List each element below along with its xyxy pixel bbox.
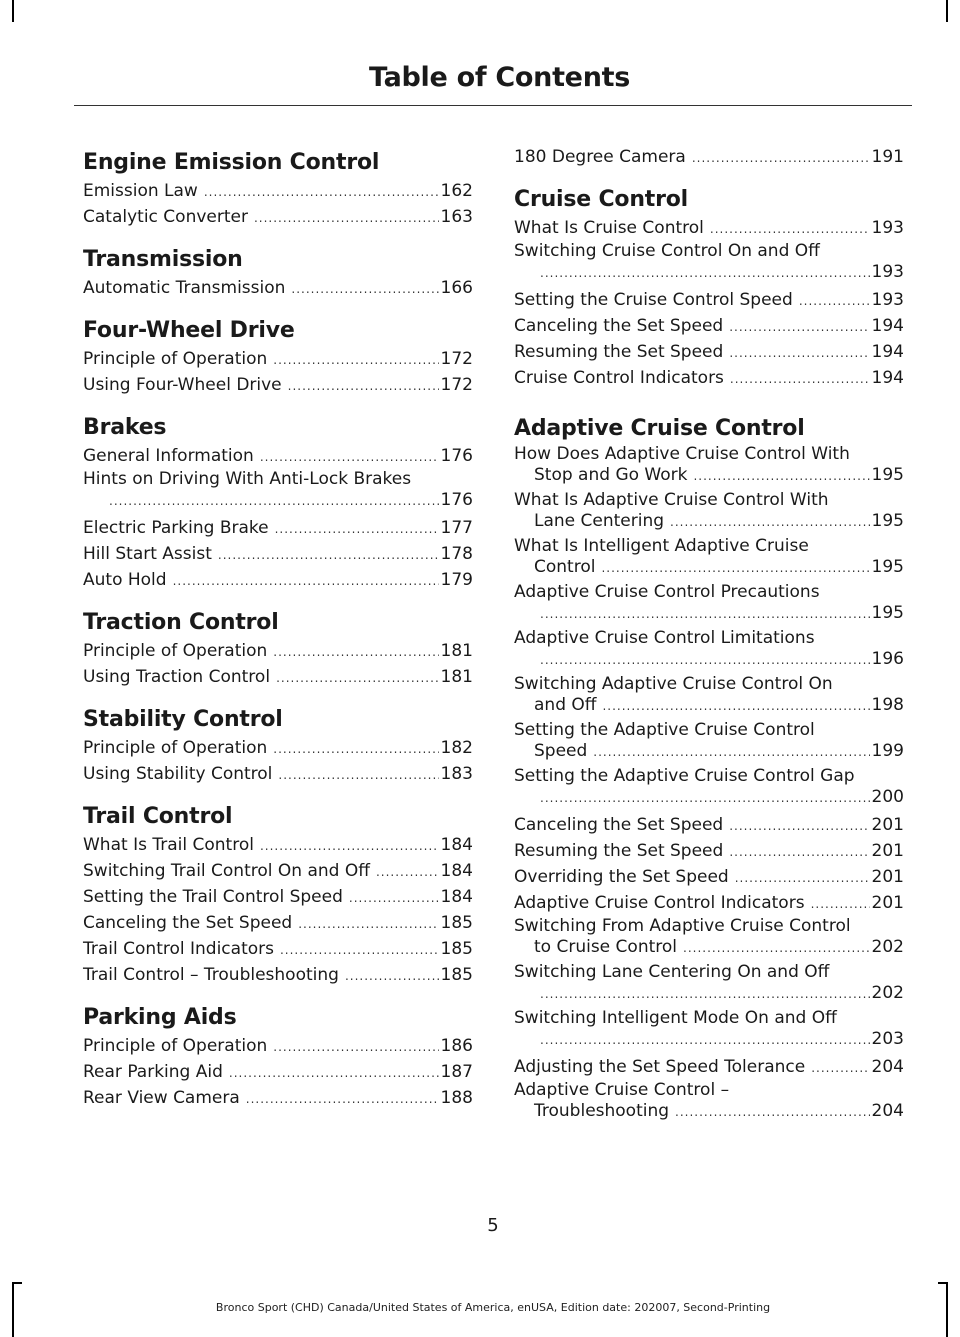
entry-continuation bbox=[514, 511, 904, 536]
entry-page-number: 201 bbox=[871, 841, 904, 861]
toc-entry-link[interactable] bbox=[83, 735, 473, 761]
dot-leader bbox=[670, 512, 870, 532]
entry-title: Adaptive Cruise Control – bbox=[514, 1080, 730, 1100]
toc-entry-link[interactable] bbox=[514, 444, 904, 490]
entry-title: Switching Intelligent Mode On and Off bbox=[514, 1008, 837, 1028]
toc-entry-link[interactable] bbox=[514, 339, 904, 365]
entry-title: Using Stability Control bbox=[83, 764, 273, 784]
toc-entry-link[interactable] bbox=[83, 1059, 473, 1085]
entry-continuation bbox=[514, 1029, 904, 1054]
entry-title: Canceling the Set Speed bbox=[83, 913, 293, 933]
entry-title: Setting the Trail Control Speed bbox=[83, 887, 343, 907]
entry-continuation bbox=[514, 1101, 904, 1126]
title-divider bbox=[74, 105, 912, 106]
entry-page-number: 201 bbox=[871, 867, 904, 887]
footer-edition-info: Bronco Sport (CHD) Canada/United States of America, enUSA, Edition date: 202007, Second-Printing bbox=[215, 1301, 771, 1314]
dot-leader bbox=[593, 742, 869, 762]
dot-leader bbox=[540, 1030, 870, 1050]
dot-leader bbox=[273, 1034, 438, 1060]
entry-page-number: 179 bbox=[440, 570, 473, 590]
toc-entry-link[interactable] bbox=[83, 541, 473, 567]
entry-continuation bbox=[83, 490, 473, 515]
entry-page-number: 203 bbox=[871, 1029, 904, 1049]
entry-continuation bbox=[514, 262, 904, 287]
dot-leader bbox=[811, 1055, 869, 1081]
dot-leader bbox=[275, 516, 439, 542]
entry-page-number: 184 bbox=[440, 887, 473, 907]
entry-page-number: 202 bbox=[871, 937, 904, 957]
entry-page-number: 195 bbox=[871, 603, 904, 623]
toc-entry-link[interactable] bbox=[83, 962, 473, 988]
entry-title: Switching Cruise Control On and Off bbox=[514, 241, 820, 261]
section-heading: Parking Aids bbox=[83, 1005, 237, 1030]
entry-title: Automatic Transmission bbox=[83, 278, 286, 298]
entry-page-number: 182 bbox=[440, 738, 473, 758]
entry-title: Using Traction Control bbox=[83, 667, 271, 687]
toc-entry-link[interactable] bbox=[514, 241, 904, 287]
section-heading: Trail Control bbox=[83, 804, 233, 829]
dot-leader bbox=[540, 788, 870, 808]
dot-leader bbox=[273, 347, 438, 373]
entry-title: What Is Cruise Control bbox=[514, 218, 704, 238]
toc-entry-link[interactable] bbox=[514, 536, 904, 582]
entry-page-number: 193 bbox=[871, 290, 904, 310]
section-heading: Transmission bbox=[83, 247, 243, 272]
entry-page-number: 184 bbox=[440, 835, 473, 855]
entry-title: What Is Trail Control bbox=[83, 835, 254, 855]
toc-entry-link[interactable] bbox=[83, 469, 473, 515]
dot-leader bbox=[345, 963, 439, 989]
entry-page-number: 195 bbox=[871, 511, 904, 531]
entry-page-number: 195 bbox=[871, 465, 904, 485]
dot-leader bbox=[675, 1102, 870, 1122]
entry-continuation bbox=[514, 649, 904, 674]
dot-leader bbox=[730, 366, 870, 392]
toc-entry-link[interactable] bbox=[514, 1008, 904, 1054]
dot-leader bbox=[601, 558, 869, 578]
page-title: Table of Contents bbox=[368, 62, 630, 93]
section-heading: Brakes bbox=[83, 415, 167, 440]
entry-page-number: 185 bbox=[440, 913, 473, 933]
dot-leader bbox=[276, 665, 438, 691]
dot-leader bbox=[280, 937, 439, 963]
toc-entry-link[interactable] bbox=[514, 628, 904, 674]
entry-title: What Is Adaptive Cruise Control With bbox=[514, 490, 829, 510]
entry-title: Switching From Adaptive Cruise Control bbox=[514, 916, 851, 936]
entry-title-continued: Control bbox=[534, 557, 596, 577]
entry-continuation bbox=[514, 937, 904, 962]
entry-page-number: 204 bbox=[871, 1101, 904, 1121]
dot-leader bbox=[710, 216, 870, 242]
entry-page-number: 194 bbox=[871, 368, 904, 388]
dot-leader bbox=[729, 813, 869, 839]
entry-title: Setting the Adaptive Cruise Control bbox=[514, 720, 815, 740]
toc-entry-link[interactable] bbox=[514, 766, 904, 812]
entry-page-number: 176 bbox=[440, 490, 473, 510]
entry-title: Overriding the Set Speed bbox=[514, 867, 729, 887]
entry-page-number: 201 bbox=[871, 893, 904, 913]
entry-page-number: 204 bbox=[871, 1057, 904, 1077]
entry-page-number: 202 bbox=[871, 983, 904, 1003]
toc-entry-link[interactable] bbox=[514, 962, 904, 1008]
toc-entry-link[interactable] bbox=[83, 910, 473, 936]
dot-leader bbox=[349, 885, 439, 911]
dot-leader bbox=[260, 833, 439, 859]
entry-page-number: 186 bbox=[440, 1036, 473, 1056]
dot-leader bbox=[109, 491, 439, 511]
entry-page-number: 194 bbox=[871, 316, 904, 336]
dot-leader bbox=[229, 1060, 439, 1086]
dot-leader bbox=[729, 340, 869, 366]
toc-entry-link[interactable] bbox=[83, 178, 473, 204]
section-heading: Traction Control bbox=[83, 610, 279, 635]
section-heading: Stability Control bbox=[83, 707, 283, 732]
toc-entry-link[interactable] bbox=[514, 838, 904, 864]
left-column bbox=[83, 144, 473, 1111]
entry-title-continued: to Cruise Control bbox=[534, 937, 677, 957]
entry-page-number: 176 bbox=[440, 446, 473, 466]
dot-leader bbox=[811, 891, 870, 917]
dot-leader bbox=[260, 444, 439, 470]
toc-entry-link[interactable] bbox=[83, 515, 473, 541]
entry-title: Principle of Operation bbox=[83, 738, 268, 758]
entry-continuation bbox=[514, 741, 904, 766]
entry-page-number: 162 bbox=[440, 181, 473, 201]
dot-leader bbox=[273, 736, 438, 762]
dot-leader bbox=[799, 288, 870, 314]
toc-entry-link[interactable] bbox=[83, 858, 473, 884]
entry-title: Cruise Control Indicators bbox=[514, 368, 724, 388]
dot-leader bbox=[291, 276, 438, 302]
dot-leader bbox=[692, 145, 870, 171]
entry-title: Emission Law bbox=[83, 181, 198, 201]
entry-title: Trail Control – Troubleshooting bbox=[83, 965, 339, 985]
dot-leader bbox=[602, 696, 869, 716]
entry-title-continued: Speed bbox=[534, 741, 588, 761]
entry-title: Trail Control Indicators bbox=[83, 939, 274, 959]
toc-entry-link[interactable] bbox=[514, 490, 904, 536]
dot-leader bbox=[298, 911, 438, 937]
dot-leader bbox=[693, 466, 869, 486]
toc-entry-link[interactable] bbox=[83, 832, 473, 858]
entry-title: How Does Adaptive Cruise Control With bbox=[514, 444, 850, 464]
entry-continuation bbox=[514, 603, 904, 628]
entry-title: Principle of Operation bbox=[83, 641, 268, 661]
page-number: 5 bbox=[487, 1215, 499, 1236]
dot-leader bbox=[278, 762, 438, 788]
entry-title: Hints on Driving With Anti-Lock Brakes bbox=[83, 469, 412, 489]
entry-title-continued: Troubleshooting bbox=[534, 1101, 670, 1121]
toc-entry-link[interactable] bbox=[83, 567, 473, 593]
entry-title: Resuming the Set Speed bbox=[514, 342, 724, 362]
entry-title: Principle of Operation bbox=[83, 349, 268, 369]
entry-title: Electric Parking Brake bbox=[83, 518, 269, 538]
right-column bbox=[514, 144, 904, 1126]
toc-entry-link[interactable] bbox=[83, 1033, 473, 1059]
entry-title-continued: Lane Centering bbox=[534, 511, 665, 531]
entry-page-number: 193 bbox=[871, 218, 904, 238]
toc-entry-link[interactable] bbox=[514, 1054, 904, 1080]
entry-title: Rear View Camera bbox=[83, 1088, 240, 1108]
entry-title: Setting the Cruise Control Speed bbox=[514, 290, 793, 310]
entry-page-number: 194 bbox=[871, 342, 904, 362]
entry-title: Using Four-Wheel Drive bbox=[83, 375, 282, 395]
dot-leader bbox=[540, 263, 870, 283]
dot-leader bbox=[540, 604, 870, 624]
dot-leader bbox=[173, 568, 439, 594]
entry-title: Adaptive Cruise Control Limitations bbox=[514, 628, 815, 648]
crop-mark-top-left bbox=[12, 0, 14, 22]
entry-title: General Information bbox=[83, 446, 254, 466]
entry-continuation bbox=[514, 787, 904, 812]
entry-title: Switching Trail Control On and Off bbox=[83, 861, 370, 881]
dot-leader bbox=[735, 865, 870, 891]
entry-page-number: 198 bbox=[871, 695, 904, 715]
entry-title: Adaptive Cruise Control Indicators bbox=[514, 893, 805, 913]
entry-page-number: 187 bbox=[440, 1062, 473, 1082]
entry-page-number: 200 bbox=[871, 787, 904, 807]
toc-entry-link[interactable] bbox=[83, 1085, 473, 1111]
toc-entry-link[interactable] bbox=[514, 215, 904, 241]
toc-entry-link[interactable] bbox=[514, 812, 904, 838]
entry-page-number: 201 bbox=[871, 815, 904, 835]
toc-entry-link[interactable] bbox=[514, 674, 904, 720]
toc-entry-link[interactable] bbox=[83, 638, 473, 664]
section-heading: Cruise Control bbox=[514, 187, 689, 212]
entry-page-number: 172 bbox=[440, 375, 473, 395]
dot-leader bbox=[729, 314, 869, 340]
toc-entry-link[interactable] bbox=[83, 275, 473, 301]
dot-leader bbox=[540, 650, 870, 670]
dot-leader bbox=[376, 859, 439, 885]
entry-title: Adjusting the Set Speed Tolerance bbox=[514, 1057, 806, 1077]
toc-entry-link[interactable] bbox=[83, 443, 473, 469]
dot-leader bbox=[540, 984, 870, 1004]
dot-leader bbox=[254, 205, 439, 231]
dot-leader bbox=[218, 542, 439, 568]
toc-entry-link[interactable] bbox=[83, 346, 473, 372]
toc-entry-link[interactable] bbox=[83, 372, 473, 398]
entry-page-number: 195 bbox=[871, 557, 904, 577]
entry-title-continued: Stop and Go Work bbox=[534, 465, 688, 485]
section-heading: Engine Emission Control bbox=[83, 150, 380, 175]
dot-leader bbox=[246, 1086, 439, 1112]
dot-leader bbox=[204, 179, 439, 205]
dot-leader bbox=[729, 839, 869, 865]
dot-leader bbox=[273, 639, 438, 665]
entry-page-number: 191 bbox=[871, 147, 904, 167]
entry-continuation bbox=[514, 695, 904, 720]
crop-mark-bottom-left-h bbox=[12, 1282, 22, 1284]
entry-continuation bbox=[514, 465, 904, 490]
toc-entry-link[interactable] bbox=[83, 884, 473, 910]
entry-page-number: 181 bbox=[440, 667, 473, 687]
entry-title-continued: and Off bbox=[534, 695, 597, 715]
toc-entry-link[interactable] bbox=[83, 761, 473, 787]
toc-entry-link[interactable] bbox=[514, 720, 904, 766]
toc-entry-link[interactable] bbox=[514, 313, 904, 339]
entry-page-number: 183 bbox=[440, 764, 473, 784]
entry-title: Auto Hold bbox=[83, 570, 167, 590]
entry-title: Canceling the Set Speed bbox=[514, 815, 724, 835]
toc-entry-link[interactable] bbox=[514, 144, 904, 170]
entry-page-number: 178 bbox=[440, 544, 473, 564]
toc-entry-link[interactable] bbox=[514, 916, 904, 962]
dot-leader bbox=[288, 373, 439, 399]
entry-continuation bbox=[514, 983, 904, 1008]
entry-page-number: 188 bbox=[440, 1088, 473, 1108]
entry-page-number: 185 bbox=[440, 965, 473, 985]
entry-page-number: 181 bbox=[440, 641, 473, 661]
entry-title: Hill Start Assist bbox=[83, 544, 212, 564]
entry-page-number: 185 bbox=[440, 939, 473, 959]
entry-page-number: 172 bbox=[440, 349, 473, 369]
toc-entry-link[interactable] bbox=[514, 1080, 904, 1126]
toc-entry-link[interactable] bbox=[514, 582, 904, 628]
entry-title: Catalytic Converter bbox=[83, 207, 248, 227]
entry-title: What Is Intelligent Adaptive Cruise bbox=[514, 536, 809, 556]
section-heading: Four-Wheel Drive bbox=[83, 318, 295, 343]
crop-mark-bottom-right-h bbox=[938, 1282, 948, 1284]
entry-continuation bbox=[514, 557, 904, 582]
entry-title: Rear Parking Aid bbox=[83, 1062, 223, 1082]
entry-title: Setting the Adaptive Cruise Control Gap bbox=[514, 766, 855, 786]
section-heading: Adaptive Cruise Control bbox=[514, 416, 805, 441]
dot-leader bbox=[683, 938, 870, 958]
entry-page-number: 199 bbox=[871, 741, 904, 761]
crop-mark-top-right bbox=[946, 0, 948, 22]
entry-page-number: 163 bbox=[440, 207, 473, 227]
toc-entry-link[interactable] bbox=[514, 287, 904, 313]
entry-title: Switching Lane Centering On and Off bbox=[514, 962, 830, 982]
toc-entry-link[interactable] bbox=[83, 204, 473, 230]
entry-title: Resuming the Set Speed bbox=[514, 841, 724, 861]
toc-entry-link[interactable] bbox=[514, 365, 904, 391]
entry-page-number: 196 bbox=[871, 649, 904, 669]
toc-entry-link[interactable] bbox=[83, 936, 473, 962]
entry-page-number: 177 bbox=[440, 518, 473, 538]
entry-title: Canceling the Set Speed bbox=[514, 316, 724, 336]
toc-entry-link[interactable] bbox=[514, 890, 904, 916]
entry-title: Principle of Operation bbox=[83, 1036, 268, 1056]
entry-title: Switching Adaptive Cruise Control On bbox=[514, 674, 833, 694]
entry-page-number: 193 bbox=[871, 262, 904, 282]
entry-title: 180 Degree Camera bbox=[514, 147, 686, 167]
toc-entry-link[interactable] bbox=[83, 664, 473, 690]
entry-page-number: 166 bbox=[440, 278, 473, 298]
toc-entry-link[interactable] bbox=[514, 864, 904, 890]
entry-title: Adaptive Cruise Control Precautions bbox=[514, 582, 820, 602]
entry-page-number: 184 bbox=[440, 861, 473, 881]
